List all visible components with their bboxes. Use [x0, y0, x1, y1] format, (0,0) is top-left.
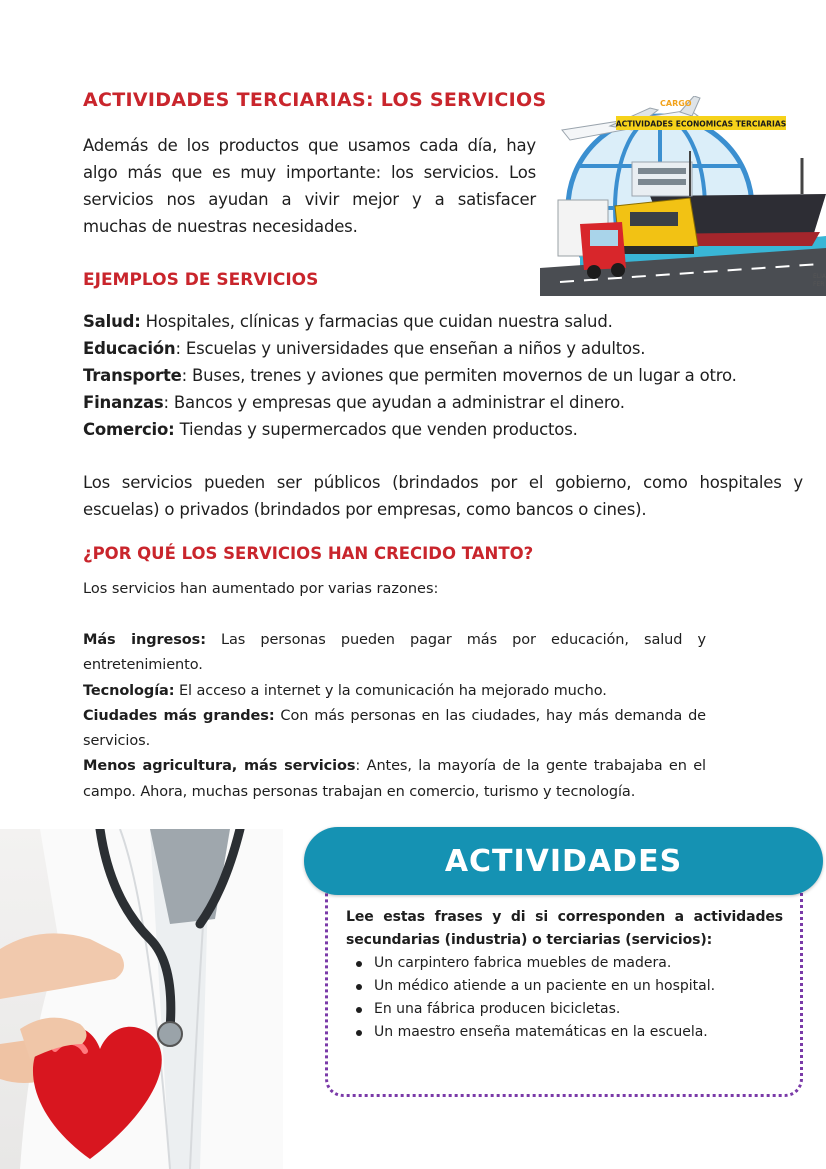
examples-list: [83, 308, 803, 443]
image-credit-2: FER: [813, 281, 825, 288]
example-item: [83, 416, 803, 443]
example-text: : Buses, trenes y aviones que permiten movernos de un lugar a otro.: [181, 366, 737, 385]
page-title: ACTIVIDADES TERCIARIAS: LOS SERVICIOS: [83, 89, 547, 111]
example-text: Tiendas y supermercados que venden productos.: [174, 420, 578, 439]
activity-item: Un maestro enseña matemáticas en la escuela.: [346, 1021, 783, 1044]
example-label: Finanzas: [83, 393, 164, 412]
example-label: Transporte: [83, 366, 182, 385]
activities-instruction: Lee estas frases y di si corresponden a actividades secundarias (industria) o terciarias (servicios):: [346, 909, 783, 948]
example-text: : Bancos y empresas que ayudan a administrar el dinero.: [163, 393, 625, 412]
intro-paragraph: Además de los productos que usamos cada día, hay algo más que es muy importante: los servicios. Los servicios nos ayudan a vivir mejor y a satisfacer muchas de nuestras necesidades.: [83, 136, 536, 236]
example-text: Hospitales, clínicas y farmacias que cuidan nuestra salud.: [140, 312, 613, 331]
image-credit-1: ELIA: [813, 273, 826, 280]
examples-heading: EJEMPLOS DE SERVICIOS: [83, 270, 319, 290]
example-item: [83, 389, 803, 416]
growth-intro: Los servicios han aumentado por varias razones:: [83, 581, 439, 597]
activity-item: En una fábrica producen bicicletas.: [346, 998, 783, 1021]
reason-label: Ciudades más grandes:: [83, 707, 275, 724]
reasons-list: [83, 628, 706, 805]
reason-text: El acceso a internet y la comunicación ha mejorado mucho.: [174, 682, 607, 699]
plane-text: CARGO: [660, 99, 692, 108]
example-label: Salud:: [83, 312, 141, 331]
tertiary-activities-illustration: [540, 96, 826, 296]
example-text: : Escuelas y universidades que enseñan a niños y adultos.: [175, 339, 646, 358]
reason-label: Tecnología:: [83, 682, 175, 699]
reason-item: [83, 679, 706, 704]
reason-item: [83, 704, 706, 755]
example-label: Educación: [83, 339, 176, 358]
example-label: Comercio:: [83, 420, 175, 439]
activities-list: [346, 952, 783, 1044]
doctor-heart-photo: [0, 829, 283, 1169]
reason-label: Más ingresos:: [83, 632, 206, 648]
activities-banner: [304, 827, 823, 895]
public-private-note: Los servicios pueden ser públicos (brindados por el gobierno, como hospitales y escuelas) o privados (brindados por empresas, como bancos o cines).: [83, 473, 803, 519]
growth-heading: ¿POR QUÉ LOS SERVICIOS HAN CRECIDO TANTO?: [83, 544, 534, 563]
activities-content: [346, 906, 783, 1044]
activity-item: Un médico atiende a un paciente en un hospital.: [346, 975, 783, 998]
reason-text: : Antes, la mayoría de la gente trabajaba en el campo. Ahora, muchas personas trabajan en comercio, turismo y tecnología.: [83, 758, 706, 800]
reason-label: Menos agricultura, más servicios: [83, 758, 356, 775]
example-item: [83, 335, 803, 362]
activity-item: Un carpintero fabrica muebles de madera.: [346, 952, 783, 975]
example-item: [83, 362, 803, 389]
reason-item: [83, 628, 706, 679]
reason-text: Las personas pueden pagar más por educación, salud y entretenimiento.: [83, 632, 706, 674]
activities-title: ACTIVIDADES: [444, 843, 683, 879]
example-item: [83, 308, 803, 335]
illustration-banner: ACTIVIDADES ECONOMICAS TERCIARIAS: [615, 119, 787, 129]
reason-item: [83, 754, 706, 805]
reason-text: Con más personas en las ciudades, hay más demanda de servicios.: [83, 707, 707, 750]
